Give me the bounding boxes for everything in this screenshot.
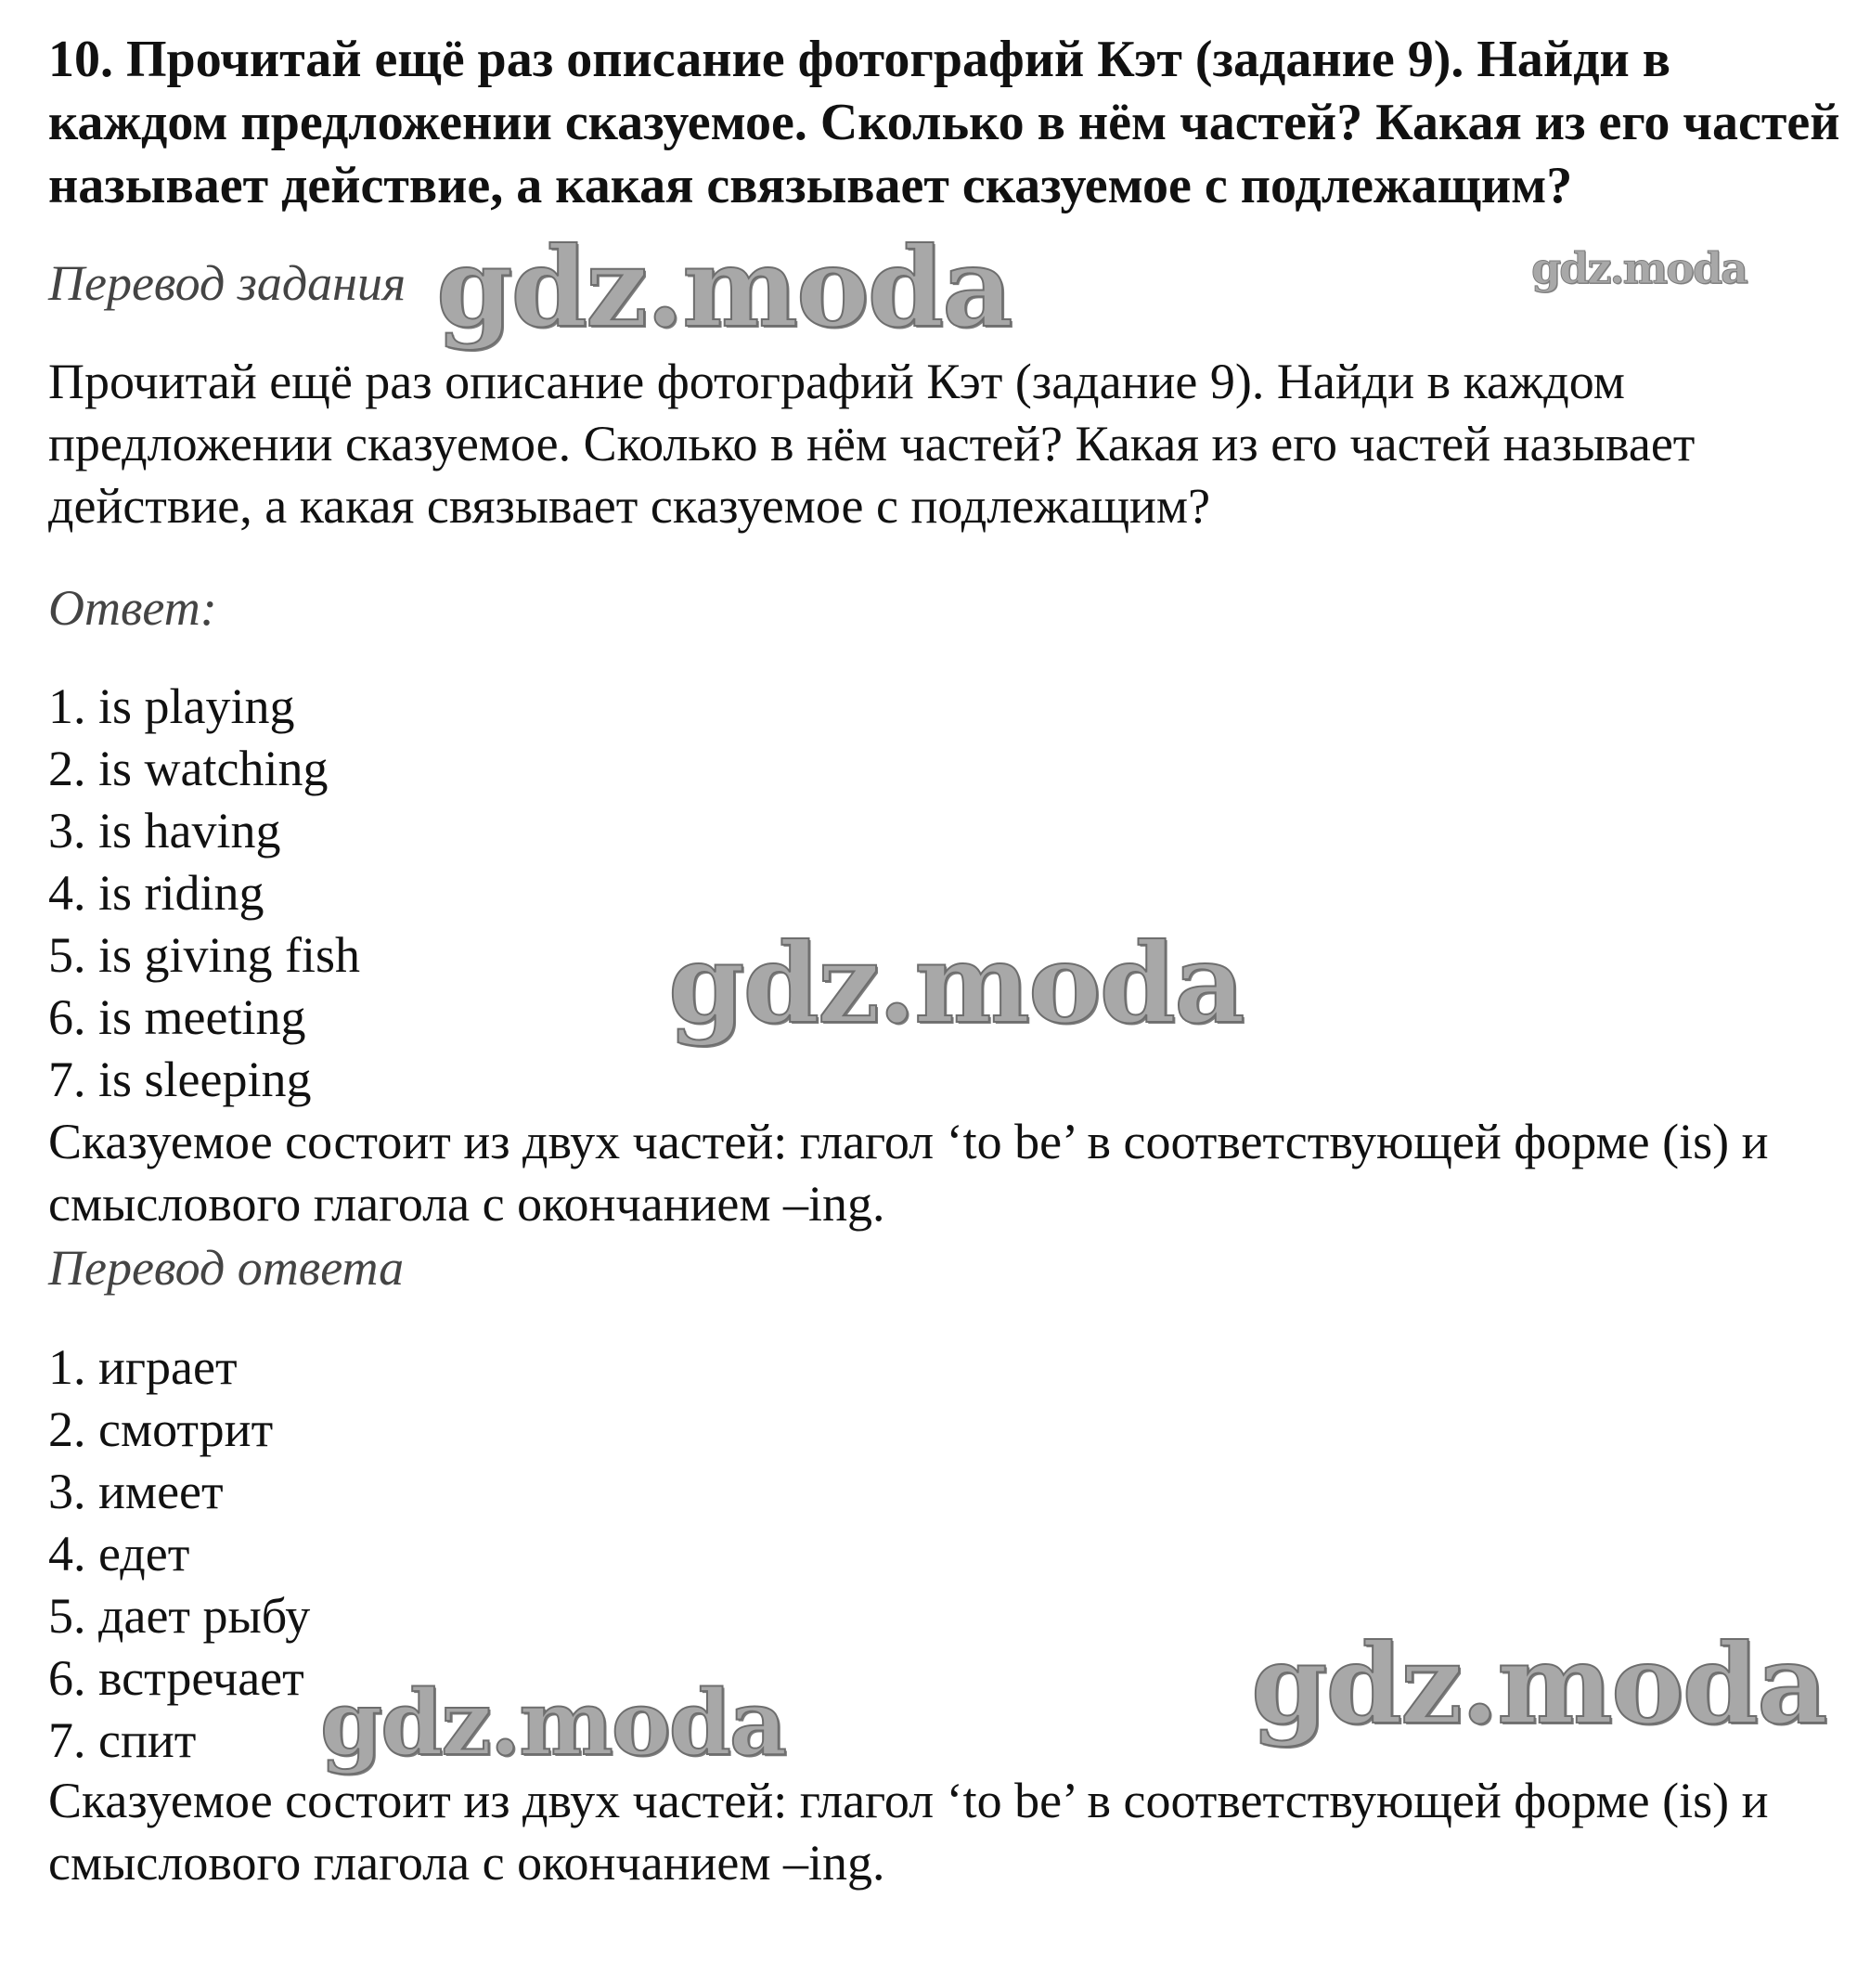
answer-item: 5. is giving fish [48, 927, 361, 983]
answer-item: 2. is watching [48, 741, 329, 796]
watermark: gdz.moda [668, 919, 1244, 1048]
watermark: gdz.moda [436, 223, 1012, 352]
watermark: gdz.moda [1531, 243, 1747, 293]
translation-item: 3. имеет [48, 1464, 224, 1519]
task-translation-label: Перевод задания [48, 255, 406, 311]
translation-item: 5. дает рыбу [48, 1588, 311, 1644]
answer-item: 3. is having [48, 803, 281, 858]
translation-item: 1. играет [48, 1339, 238, 1395]
task-translation-text: Прочитай ещё раз описание фотографий Кэт (задание 9). Найди в каждом предложении сказуемое. Сколько в нём частей? Какая из его частей называет действие, а какая связывает сказуемое с подлежащим? [48, 354, 1696, 534]
answer-note: Сказуемое состоит из двух частей: глагол ‘to be’ в соответствующей форме (is) и смыслового глагола с окончанием –ing. [48, 1114, 1769, 1232]
translation-note: Сказуемое состоит из двух частей: глагол ‘to be’ в соответствующей форме (is) и смыслового глагола с окончанием –ing. [48, 1773, 1769, 1891]
answer-item: 6. is meeting [48, 989, 306, 1045]
answer-item: 7. is sleeping [48, 1052, 312, 1107]
translation-list [48, 1336, 310, 1772]
answer-item: 1. is playing [48, 678, 295, 734]
answer-translation-label: Перевод ответа [48, 1240, 405, 1296]
watermark: gdz.moda [320, 1671, 786, 1775]
translation-item: 6. встречает [48, 1650, 304, 1706]
answer-label: Ответ: [48, 580, 217, 636]
translation-item: 2. смотрит [48, 1401, 274, 1457]
answer-list [48, 676, 360, 1111]
translation-item: 4. едет [48, 1526, 190, 1581]
watermark: gdz.moda [1251, 1620, 1826, 1749]
answer-item: 4. is riding [48, 865, 264, 921]
task-title: 10. Прочитай ещё раз описание фотографий Кэт (задание 9). Найди в каждом предложении сказуемое. Сколько в нём частей? Какая из его частей называет действие, а какая связывает сказуемое с подлежащим? [48, 31, 1840, 214]
translation-item: 7. спит [48, 1712, 197, 1768]
